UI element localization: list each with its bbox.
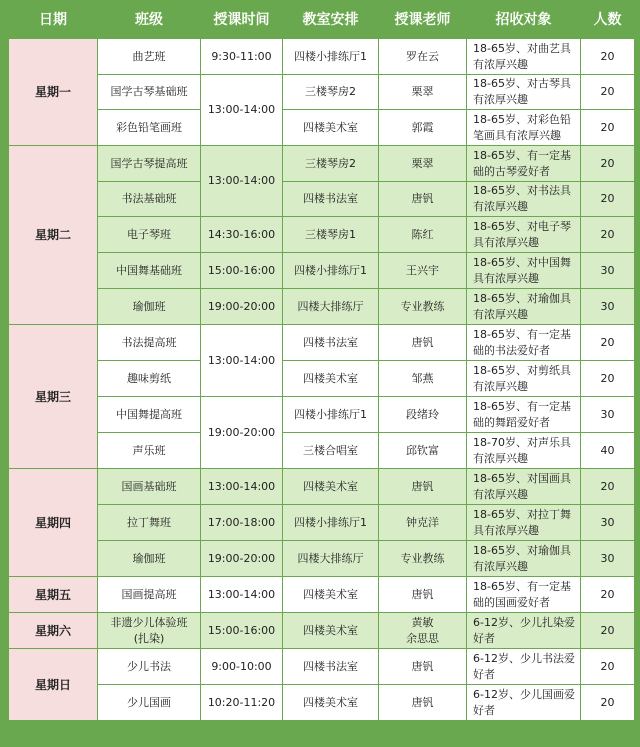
target-audience: 18-65岁、对中国舞具有浓厚兴趣	[467, 253, 581, 289]
table-row	[9, 469, 635, 505]
table-row	[9, 433, 635, 469]
target-audience: 18-65岁、对彩色铅笔画具有浓厚兴趣	[467, 110, 581, 146]
capacity: 20	[581, 146, 635, 182]
target-audience: 6-12岁、少儿书法爱好者	[467, 649, 581, 685]
table-row	[9, 110, 635, 146]
target-audience: 18-65岁、有一定基础的书法爱好者	[467, 325, 581, 361]
class-name: 国学古琴基础班	[98, 75, 201, 110]
table-row	[9, 325, 635, 361]
teacher: 唐钒	[379, 577, 467, 613]
capacity: 30	[581, 505, 635, 541]
day-label: 星期日	[9, 649, 98, 721]
classroom: 四楼美术室	[283, 110, 379, 146]
class-time: 15:00-16:00	[201, 613, 283, 649]
class-name: 曲艺班	[98, 39, 201, 75]
capacity: 20	[581, 39, 635, 75]
col-header-target: 招收对象	[495, 12, 552, 28]
target-audience: 18-65岁、对拉丁舞具有浓厚兴趣	[467, 505, 581, 541]
classroom: 四楼小排练厅1	[283, 253, 379, 289]
teacher: 罗在云	[379, 39, 467, 75]
class-name: 国画提高班	[98, 577, 201, 613]
target-audience: 18-65岁、对曲艺具有浓厚兴趣	[467, 39, 581, 75]
classroom: 四楼美术室	[283, 469, 379, 505]
class-time: 13:00-14:00	[201, 146, 283, 217]
class-name: 瑜伽班	[98, 541, 201, 577]
table-row	[9, 505, 635, 541]
classroom: 四楼书法室	[283, 325, 379, 361]
target-audience: 18-65岁、有一定基础的舞蹈爱好者	[467, 397, 581, 433]
class-time: 17:00-18:00	[201, 505, 283, 541]
class-name-line1: 非遗少儿体验班	[110, 615, 188, 629]
table-row	[9, 397, 635, 433]
table-row	[9, 39, 635, 75]
table-row	[9, 217, 635, 253]
classroom: 四楼书法室	[283, 182, 379, 217]
classroom: 三楼琴房1	[283, 217, 379, 253]
target-audience: 18-65岁、有一定基础的国画爱好者	[467, 577, 581, 613]
teacher: 唐钒	[379, 182, 467, 217]
col-header-date: 日期	[39, 12, 67, 28]
table-row	[9, 182, 635, 217]
class-name: 拉丁舞班	[98, 505, 201, 541]
teacher: 唐钒	[379, 685, 467, 721]
col-header-count: 人数	[593, 12, 622, 28]
target-audience: 18-65岁、对古琴具有浓厚兴趣	[467, 75, 581, 110]
table-row	[9, 289, 635, 325]
target-audience: 18-70岁、对声乐具有浓厚兴趣	[467, 433, 581, 469]
capacity: 30	[581, 289, 635, 325]
day-label: 星期三	[9, 325, 98, 469]
table-row	[9, 541, 635, 577]
capacity: 20	[581, 613, 635, 649]
teacher: 专业教练	[379, 541, 467, 577]
teacher: 唐钒	[379, 469, 467, 505]
class-time: 13:00-14:00	[201, 75, 283, 146]
class-time: 19:00-20:00	[201, 541, 283, 577]
day-label: 星期五	[9, 577, 98, 613]
capacity: 20	[581, 110, 635, 146]
classroom: 四楼大排练厅	[283, 541, 379, 577]
class-name: 趣味剪纸	[98, 361, 201, 397]
table-row	[9, 649, 635, 685]
capacity: 20	[581, 75, 635, 110]
class-time: 14:30-16:00	[201, 217, 283, 253]
classroom: 四楼小排练厅1	[283, 505, 379, 541]
table-row	[9, 75, 635, 110]
class-name: 电子琴班	[98, 217, 201, 253]
class-time: 13:00-14:00	[201, 577, 283, 613]
capacity: 20	[581, 325, 635, 361]
capacity: 40	[581, 433, 635, 469]
capacity: 20	[581, 649, 635, 685]
teacher: 专业教练	[379, 289, 467, 325]
col-header-class: 班级	[135, 12, 163, 28]
target-audience: 6-12岁、少儿扎染爱好者	[467, 613, 581, 649]
classroom: 四楼美术室	[283, 577, 379, 613]
capacity: 30	[581, 253, 635, 289]
class-name-line2: (扎染)	[133, 631, 165, 645]
teacher: 钟克洋	[379, 505, 467, 541]
classroom: 四楼美术室	[283, 685, 379, 721]
classroom: 三楼琴房2	[283, 146, 379, 182]
header-row	[9, 0, 635, 39]
class-time: 13:00-14:00	[201, 325, 283, 397]
class-time: 9:00-10:00	[201, 649, 283, 685]
classroom: 四楼美术室	[283, 613, 379, 649]
day-label: 星期六	[9, 613, 98, 649]
class-time: 19:00-20:00	[201, 397, 283, 469]
classroom: 三楼合唱室	[283, 433, 379, 469]
teacher: 段绪玲	[379, 397, 467, 433]
target-audience: 18-65岁、对瑜伽具有浓厚兴趣	[467, 289, 581, 325]
teacher: 王兴宇	[379, 253, 467, 289]
class-time: 19:00-20:00	[201, 289, 283, 325]
class-time: 10:20-11:20	[201, 685, 283, 721]
class-time: 13:00-14:00	[201, 469, 283, 505]
teacher: 邱钦富	[379, 433, 467, 469]
class-name: 书法基础班	[98, 182, 201, 217]
table-row	[9, 685, 635, 721]
col-header-teacher: 授课老师	[394, 12, 451, 28]
day-label: 星期一	[9, 39, 98, 146]
capacity: 30	[581, 541, 635, 577]
classroom: 四楼小排练厅1	[283, 39, 379, 75]
teacher: 唐钒	[379, 649, 467, 685]
target-audience: 6-12岁、少儿国画爱好者	[467, 685, 581, 721]
class-time: 15:00-16:00	[201, 253, 283, 289]
capacity: 30	[581, 397, 635, 433]
classroom: 三楼琴房2	[283, 75, 379, 110]
capacity: 20	[581, 361, 635, 397]
teacher: 郭霞	[379, 110, 467, 146]
day-label: 星期二	[9, 146, 98, 325]
class-name: 少儿国画	[98, 685, 201, 721]
target-audience: 18-65岁、对瑜伽具有浓厚兴趣	[467, 541, 581, 577]
capacity: 20	[581, 685, 635, 721]
class-name: 彩色铅笔画班	[98, 110, 201, 146]
capacity: 20	[581, 469, 635, 505]
class-name: 声乐班	[98, 433, 201, 469]
target-audience: 18-65岁、对书法具有浓厚兴趣	[467, 182, 581, 217]
capacity: 20	[581, 182, 635, 217]
teacher: 栗翠	[379, 75, 467, 110]
classroom: 四楼大排练厅	[283, 289, 379, 325]
table-row	[9, 361, 635, 397]
table-row	[9, 253, 635, 289]
table-row	[9, 577, 635, 613]
schedule-table	[8, 0, 635, 721]
class-time: 9:30-11:00	[201, 39, 283, 75]
teacher-line1: 黄敏	[411, 615, 434, 629]
teacher-line2: 余思思	[406, 631, 439, 645]
capacity: 20	[581, 577, 635, 613]
table-row	[9, 613, 635, 649]
day-label: 星期四	[9, 469, 98, 577]
target-audience: 18-65岁、对国画具有浓厚兴趣	[467, 469, 581, 505]
class-name	[98, 613, 201, 649]
class-name: 中国舞基础班	[98, 253, 201, 289]
teacher: 唐钒	[379, 325, 467, 361]
class-name: 中国舞提高班	[98, 397, 201, 433]
teacher: 邹燕	[379, 361, 467, 397]
target-audience: 18-65岁、有一定基础的古琴爱好者	[467, 146, 581, 182]
class-name: 瑜伽班	[98, 289, 201, 325]
col-header-time: 授课时间	[213, 12, 270, 28]
class-name: 少儿书法	[98, 649, 201, 685]
teacher: 陈红	[379, 217, 467, 253]
table-row	[9, 146, 635, 182]
col-header-room: 教室安排	[302, 12, 359, 28]
target-audience: 18-65岁、对剪纸具有浓厚兴趣	[467, 361, 581, 397]
classroom: 四楼美术室	[283, 361, 379, 397]
class-name: 国学古琴提高班	[98, 146, 201, 182]
teacher	[379, 613, 467, 649]
classroom: 四楼书法室	[283, 649, 379, 685]
teacher: 栗翠	[379, 146, 467, 182]
class-name: 国画基础班	[98, 469, 201, 505]
target-audience: 18-65岁、对电子琴具有浓厚兴趣	[467, 217, 581, 253]
classroom: 四楼小排练厅1	[283, 397, 379, 433]
capacity: 20	[581, 217, 635, 253]
class-name: 书法提高班	[98, 325, 201, 361]
